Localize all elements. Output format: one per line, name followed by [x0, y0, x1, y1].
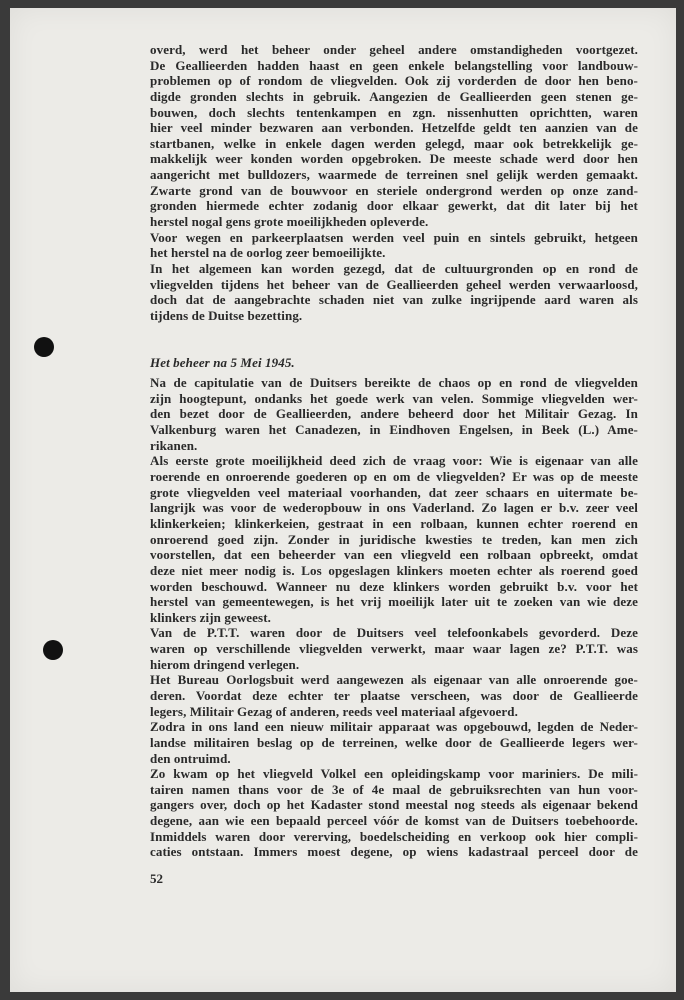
text-line: tijdens de Duitse bezetting. [150, 307, 303, 323]
text-line: In het algemeen kan worden gezegd, dat de cultuurgronden op en rond de [150, 260, 638, 276]
text-line: waren op verschillende vliegvelden verwerkt, maar waar lagen ze? P.T.T. was [150, 641, 638, 657]
text-line: hier veel minder bezwaren aan verbonden. Hetzelfde geldt ten aanzien van de [150, 120, 638, 136]
text-line: rikanen. [150, 437, 198, 453]
scanned-page [10, 8, 676, 992]
text-line: Zodra in ons land een nieuw militair apparaat was opgebouwd, legden de Neder- [150, 719, 638, 735]
text-line: langrijk was voor de wederopbouw in ons Vaderland. Zo lagen er b.v. zeer veel [150, 500, 638, 516]
text-line: caties ontstaan. Immers moest degene, op wiens kadastraal perceel door de [150, 844, 638, 860]
text-line: voorstellen, dat een beheerder van een vliegveld een rolbaan opbreekt, omdat [150, 547, 638, 563]
text-line: worden beschouwd. Wanneer nu deze klinkers worden gebruikt b.v. voor het [150, 578, 638, 594]
text-line: gangers over, doch op het Kadaster stond meestal nog steeds als eigenaar bekend [150, 797, 638, 813]
text-line: grote vliegvelden veel materiaal voorhanden, dat zeer schaars en uitermate be- [150, 484, 638, 500]
text-line: makkelijk weer konden worden opgebroken. De meeste schade werd door hen [150, 151, 638, 167]
text-line: Het Bureau Oorlogsbuit werd aangewezen als eigenaar van alle onroerende goe- [150, 672, 638, 688]
text-line: Na de capitulatie van de Duitsers bereikte de chaos op en rond de vliegvelden [150, 375, 638, 391]
text-line: Als eerste grote moeilijkheid deed zich de vraag voor: Wie is eigenaar van alle [150, 453, 638, 469]
text-line: roerende en onroerende goederen op en om de vliegvelden? Er was op de meeste [150, 469, 638, 485]
text-line: bouwen, doch slechts tentenkampen en zgn. nissenhutten oprichtten, waren [150, 104, 638, 120]
text-line: klinkerkeien; klinkerkeien, gestraat in een rolbaan, kunnen echter roerend en [150, 515, 638, 531]
text-line: overd, werd het beheer onder geheel andere omstandigheden voortgezet. [150, 42, 638, 57]
text-line: aangericht met bulldozers, waarmede de terreinen snel gelijk werden gemaakt. [150, 167, 638, 183]
text-line: den ontruimd. [150, 750, 231, 766]
text-line: herstel nogal gens grote moeilijkheden opleverde. [150, 214, 429, 230]
text-line: hierom dringend verlegen. [150, 656, 300, 672]
text-line: tairen namen thans voor de 3e of 4e maal de gebruiksrechten van hun voor- [150, 781, 638, 797]
text-line: herstel van gemeentewegen, is het vrij moeilijk later uit te zoeken van wie deze [150, 594, 638, 610]
section-management-after-1945 [150, 375, 638, 860]
text-line: doch dat de aangebrachte schaden niet van zulke ingrijpende aard waren als [150, 292, 638, 308]
text-line: onroerend goed zijn. Zonder in juridische kwesties te treden, kan men zich [150, 531, 638, 547]
punch-hole [43, 640, 63, 660]
text-line: Zwarte grond van de bouwvoor en steriele ondergrond werden op onze zand- [150, 182, 638, 198]
section-allied-management [150, 42, 638, 324]
text-line: gronden hiermede echter zodanig door elkaar gewerkt, dat dit later bij het [150, 198, 638, 214]
text-line: landse militairen beslag op de terreinen, welke door de Geallieerde legers wer- [150, 734, 638, 750]
text-line: zijn hoogtepunt, ondanks het goede werk van velen. Sommige vliegvelden wer- [150, 390, 638, 406]
section-heading: Het beheer na 5 Mei 1945. [150, 354, 295, 370]
text-line: den bezet door de Geallieerden, andere beheerd door het Militair Gezag. In [150, 406, 638, 422]
text-line: Zo kwam op het vliegveld Volkel een opleidingskamp voor mariniers. De mili- [150, 766, 638, 782]
punch-hole [34, 337, 54, 357]
page-number: 52 [150, 871, 163, 886]
text-line: degene, aan wie een bepaald perceel vóór de komst van de Duitsers toebehoorde. [150, 813, 638, 829]
text-line: startbanen, welke in enkele dagen werden gelegd, maar ook betrekkelijk ge- [150, 135, 638, 151]
text-line: Valkenburg waren het Canadezen, in Eindhoven Engelsen, in Beek (L.) Ame- [150, 422, 638, 438]
text-line: deren. Voordat deze echter ter plaatse verscheen, was door de Geallieerde [150, 687, 638, 703]
text-line: problemen op of rondom de vliegvelden. Ook zij vorderden de door hen beno- [150, 73, 638, 89]
text-line: het herstel na de oorlog zeer bemoeilijkte. [150, 245, 386, 261]
spacer [150, 324, 638, 355]
text-line: klinkers zijn geweest. [150, 609, 271, 625]
text-line: deze niet meer nodig is. Los opgeslagen klinkers moeten echter als roerend goed [150, 562, 638, 578]
text-line: vliegvelden tijdens het beheer van de Geallieerden geheel werden verwaarloosd, [150, 276, 638, 292]
text-line: De Geallieerden hadden haast en geen enkele belangstelling voor landbouw- [150, 57, 638, 73]
text-line: legers, Militair Gezag of anderen, reeds veel materiaal afgevoerd. [150, 703, 518, 719]
text-line: Voor wegen en parkeerplaatsen werden veel puin en sintels gebruikt, hetgeen [150, 229, 638, 245]
text-line: Inmiddels waren door vererving, boedelscheiding en verkoop ook hier compli- [150, 828, 638, 844]
text-line: Van de P.T.T. waren door de Duitsers veel telefoonkabels gevorderd. Deze [150, 625, 638, 641]
body-text [150, 42, 638, 860]
text-line: digde gronden slechts in gebruik. Aangezien de Geallieerden geen stenen ge- [150, 88, 638, 104]
